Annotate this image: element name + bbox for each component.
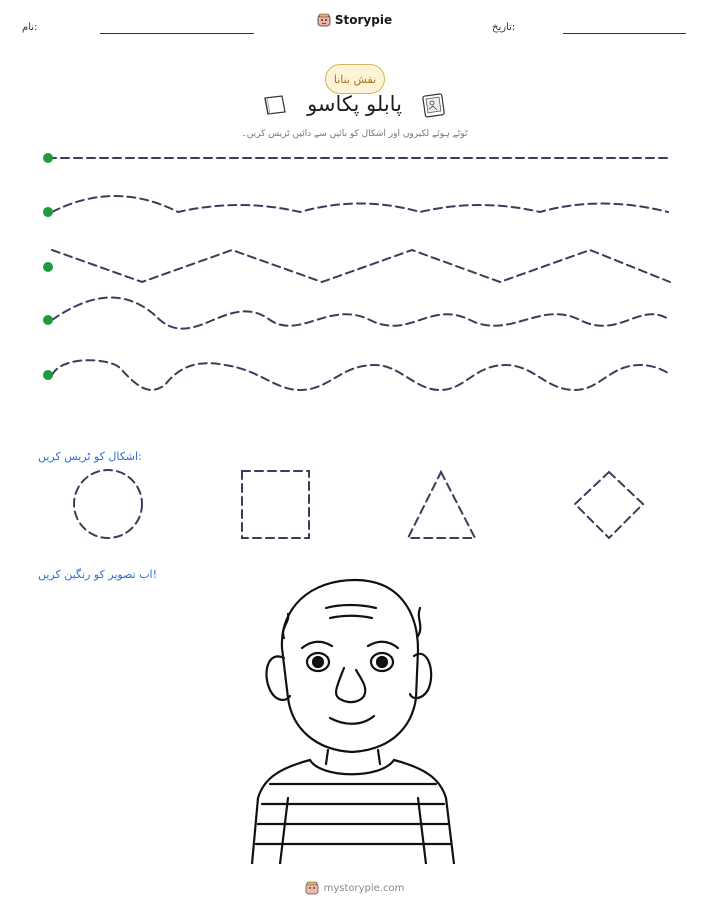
trace-square xyxy=(242,471,309,538)
brand-name: Storypie xyxy=(334,13,393,27)
page-title: پابلو پکاسو xyxy=(307,92,402,116)
brand xyxy=(0,12,709,31)
instructions: ٹوٹے ہوئے لکیروں اور اشکال کو بائیں سے دائیں ٹریس کریں۔ xyxy=(241,129,468,139)
date-label: تاریخ: xyxy=(492,22,516,33)
book-icon xyxy=(262,92,288,118)
start-dot xyxy=(43,370,53,380)
start-dot xyxy=(43,153,53,163)
painting-icon xyxy=(421,92,447,118)
activity-badge: نقش بنانا xyxy=(325,64,385,94)
start-dot xyxy=(43,262,53,272)
trace-line-bumps xyxy=(52,360,670,390)
footer-url[interactable]: mystorypie.com xyxy=(323,882,405,894)
name-line[interactable] xyxy=(100,33,254,34)
trace-lines[interactable] xyxy=(0,140,709,400)
trace-diamond xyxy=(575,472,643,538)
picasso-coloring-page[interactable] xyxy=(240,578,470,864)
trace-line-wave xyxy=(52,196,668,212)
pie-logo-icon xyxy=(305,881,319,895)
trace-triangle xyxy=(408,472,475,538)
name-label: نام: xyxy=(22,22,38,33)
start-dot xyxy=(43,315,53,325)
trace-shapes[interactable] xyxy=(0,462,709,552)
trace-line-round-wave xyxy=(52,298,670,329)
date-line[interactable] xyxy=(563,33,686,34)
pie-logo-icon xyxy=(317,13,331,27)
trace-circle xyxy=(74,470,142,538)
color-label: اب تصویر کو رنگین کریں! xyxy=(38,568,158,581)
trace-line-zigzag xyxy=(52,250,670,282)
shapes-label: اشکال کو ٹریس کریں: xyxy=(38,450,142,463)
start-dot xyxy=(43,207,53,217)
footer xyxy=(0,880,709,899)
